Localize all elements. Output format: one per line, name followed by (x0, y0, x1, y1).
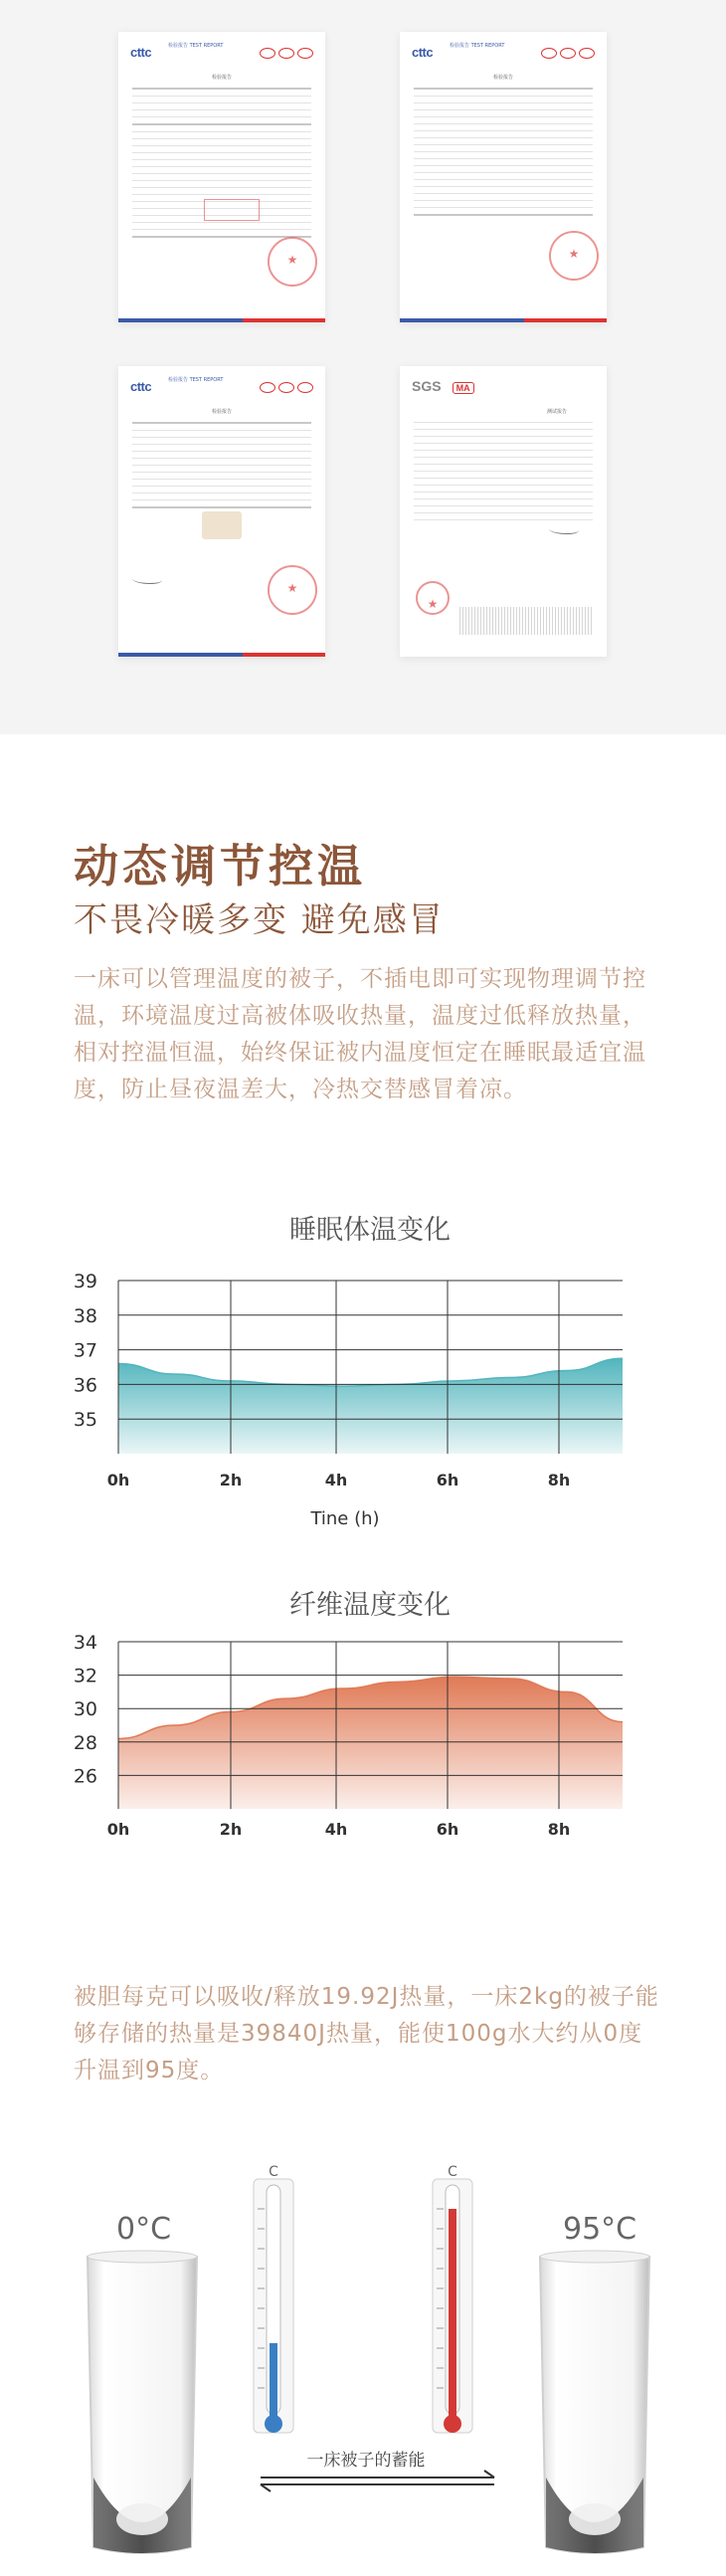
hot-thermometer-icon (433, 2164, 472, 2433)
sgs-logo: SGS (412, 378, 442, 394)
y-tick-label: 28 (73, 1731, 97, 1754)
celsius-unit: C (448, 2164, 457, 2180)
exchange-arrows-icon (261, 2471, 494, 2491)
x-tick-label: 2h (219, 1820, 243, 1839)
y-tick-label: 32 (73, 1665, 97, 1687)
y-tick-label: 34 (73, 1632, 97, 1654)
x-tick-label: 4h (324, 1820, 348, 1839)
section-subheading: 不畏冷暖多变 避免感冒 (74, 900, 445, 940)
x-axis-label: Tine (h) (310, 1508, 380, 1529)
area-series (118, 1677, 623, 1809)
y-tick-label: 36 (73, 1374, 97, 1397)
y-tick-label: 38 (73, 1304, 97, 1327)
test-report-2: cttc 检验报告 TEST REPORT 检验报告 ★ (400, 32, 607, 322)
test-report-1: cttc 检验报告 TEST REPORT 检验报告 ★ (118, 32, 325, 322)
intro-paragraph: 一床可以管理温度的被子，不插电即可实现物理调节控温，环境温度过高被体吸收热量，温度过低释放热量，相对控温恒温，始终保证被内温度恒定在睡眠最适宜温度，防止昼夜温差大，冷热交替感冒着凉。 (74, 966, 646, 1102)
y-tick-label: 39 (73, 1271, 97, 1292)
test-report-3: cttc 检验报告 TEST REPORT 检验报告 ★ (118, 366, 325, 657)
glass-icon (88, 2251, 197, 2553)
cttc-logo: cttc (130, 45, 152, 60)
x-tick-label: 0h (106, 1820, 130, 1839)
y-tick-label: 26 (73, 1765, 97, 1788)
x-tick-label: 6h (436, 1471, 459, 1489)
heat-illustration (0, 2149, 726, 2576)
y-tick-label: 30 (73, 1698, 97, 1721)
x-tick-label: 8h (547, 1820, 571, 1839)
section-heading: 动态调节控温 (74, 840, 367, 892)
cma-mark: MA (453, 382, 474, 394)
test-report-4: SGS MA 测试报告 ★ (400, 366, 607, 657)
cttc-logo: cttc (412, 45, 434, 60)
chart-title: 睡眠体温变化 (289, 1215, 451, 1246)
x-tick-label: 4h (324, 1471, 348, 1489)
y-tick-label: 37 (73, 1339, 97, 1362)
energy-paragraph: 被胆每克可以吸收/释放19.92J热量，一床2kg的被子能够存储的热量是39840J热量，能使100g水大约从0度升温到95度。 (74, 1984, 659, 2083)
glass-icon (540, 2251, 649, 2553)
x-tick-label: 0h (106, 1471, 130, 1489)
hot-temperature-label: 95°C (563, 2212, 637, 2247)
cttc-logo: cttc (130, 379, 152, 394)
chart-title: 纤维温度变化 (289, 1590, 451, 1621)
x-tick-label: 6h (436, 1820, 459, 1839)
cold-temperature-label: 0°C (116, 2212, 172, 2247)
y-tick-label: 35 (73, 1409, 97, 1432)
cold-thermometer-icon (254, 2164, 293, 2433)
x-tick-label: 2h (219, 1471, 243, 1489)
celsius-unit: C (269, 2164, 278, 2180)
x-tick-label: 8h (547, 1471, 571, 1489)
transfer-label: 一床被子的蓄能 (306, 2451, 426, 2471)
